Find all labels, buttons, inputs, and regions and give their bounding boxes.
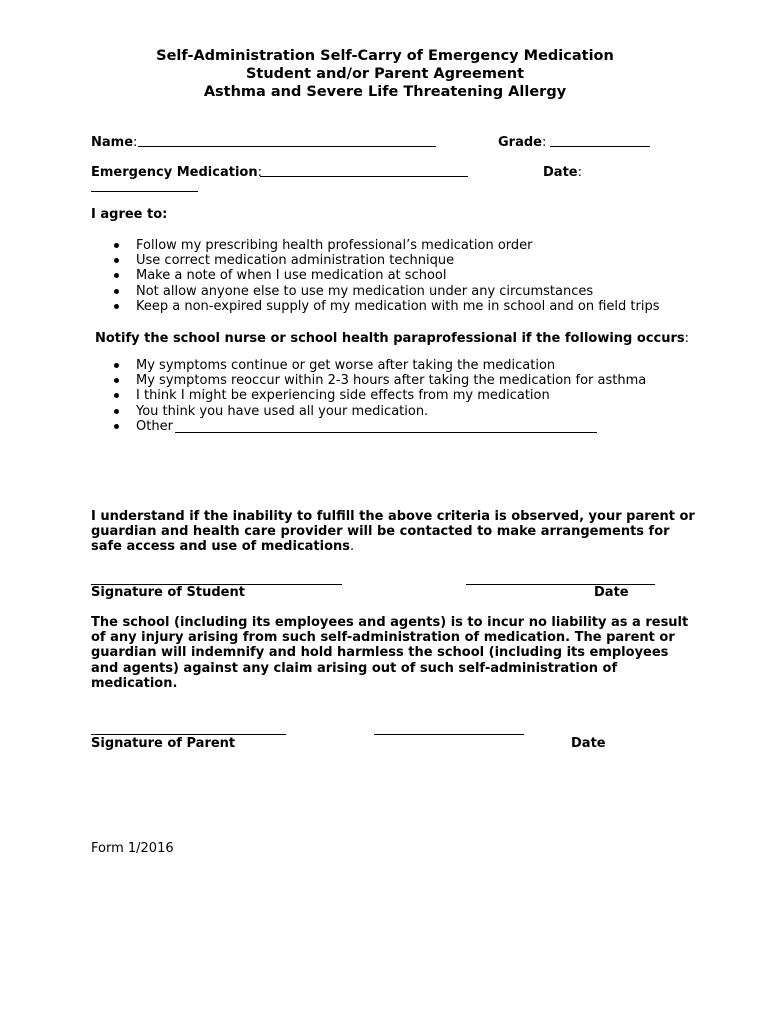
student-signature-label: Signature of Student — [91, 585, 245, 600]
title-line-1: Self-Administration Self-Carry of Emergency Medication — [156, 48, 614, 64]
medication-colon: : — [257, 165, 262, 180]
name-input-line[interactable] — [138, 146, 436, 147]
parent-signature-label: Signature of Parent — [91, 736, 236, 751]
understand-line-2: guardian and health care provider will be contacted to make arrangements for — [91, 524, 670, 540]
notify-item-5: Other — [136, 418, 173, 434]
notify-item-1: My symptoms continue or get worse after taking the medication — [136, 358, 556, 373]
list-item — [110, 404, 646, 419]
title-line-3: Asthma and Severe Life Threatening Allergy — [203, 84, 567, 100]
notify-heading: Notify the school nurse or school health paraprofessional if the following occurs — [95, 331, 685, 346]
agree-heading: I agree to: — [91, 207, 168, 222]
liability-paragraph — [91, 615, 691, 691]
list-item — [110, 388, 646, 403]
agree-item-3: Make a note of when I use medication at school — [136, 268, 447, 284]
name-label: Name — [91, 135, 134, 150]
notify-colon: : — [684, 331, 690, 346]
bullet-icon — [114, 304, 119, 309]
date-colon: : — [577, 165, 582, 180]
understand-line-3: safe access and use of medications — [91, 539, 351, 555]
form-number: Form 1/2016 — [91, 841, 174, 856]
bullet-icon — [114, 243, 119, 248]
title-line-2: Student and/or Parent Agreement — [245, 66, 525, 82]
bullet-icon — [114, 363, 119, 368]
bullet-icon — [114, 378, 119, 383]
liability-line-2: of any injury arising from such self-administration of medication. The parent or — [91, 630, 675, 646]
bullet-icon — [114, 273, 119, 278]
notify-heading-row — [95, 327, 689, 346]
list-item — [110, 238, 660, 253]
student-date-label: Date — [594, 585, 629, 600]
grade-input-line[interactable] — [550, 146, 650, 147]
list-item — [110, 373, 646, 388]
bullet-icon — [114, 393, 119, 398]
name-colon: : — [133, 135, 138, 150]
liability-line-3: guardian will indemnify and hold harmless the school (including its employees — [91, 645, 669, 661]
date-field-label — [543, 161, 582, 180]
name-field-label — [91, 131, 137, 150]
list-item — [110, 358, 646, 373]
date-label: Date — [543, 165, 578, 180]
parent-date-label: Date — [571, 736, 606, 751]
grade-colon: : — [541, 135, 547, 150]
agree-item-5: Keep a non-expired supply of my medication with me in school and on field trips — [136, 298, 660, 314]
notify-item-2: My symptoms reoccur within 2-3 hours after taking the medication for asthma — [136, 373, 647, 389]
agree-list — [110, 238, 660, 314]
agree-item-4: Not allow anyone else to use my medication under any circumstances — [136, 283, 594, 299]
date-input-line[interactable] — [91, 191, 198, 192]
bullet-icon — [114, 424, 119, 429]
understand-line-1: I understand if the inability to fulfill the above criteria is observed, your parent or — [91, 509, 695, 524]
list-item — [110, 284, 660, 299]
agree-item-1: Follow my prescribing health professional’s medication order — [136, 238, 533, 253]
notify-item-3: I think I might be experiencing side effects from my medication — [136, 388, 550, 404]
medication-input-line[interactable] — [260, 176, 468, 177]
medication-field-label — [91, 161, 262, 180]
notify-item-4: You think you have used all your medication. — [136, 403, 429, 419]
list-item — [110, 253, 660, 268]
medication-label: Emergency Medication — [91, 165, 258, 180]
grade-field-label — [498, 131, 546, 150]
understand-paragraph — [91, 509, 695, 555]
parent-date-line[interactable] — [374, 734, 524, 735]
other-input-line[interactable] — [175, 432, 597, 433]
bullet-icon — [114, 258, 119, 263]
parent-signature-line[interactable] — [91, 734, 286, 735]
liability-line-4: and agents) against any claim arising out of such self-administration of — [91, 660, 618, 676]
notify-list — [110, 358, 646, 434]
list-item — [110, 299, 660, 314]
understand-line-3-row — [91, 539, 691, 554]
liability-line-5: medication. — [91, 675, 178, 691]
liability-line-1: The school (including its employees and agents) is to incur no liability as a result — [91, 615, 689, 630]
list-item — [110, 268, 660, 283]
bullet-icon — [114, 409, 119, 414]
agree-item-2: Use correct medication administration technique — [136, 253, 455, 269]
grade-label: Grade — [498, 135, 542, 150]
understand-period: . — [350, 539, 355, 555]
bullet-icon — [114, 289, 119, 294]
